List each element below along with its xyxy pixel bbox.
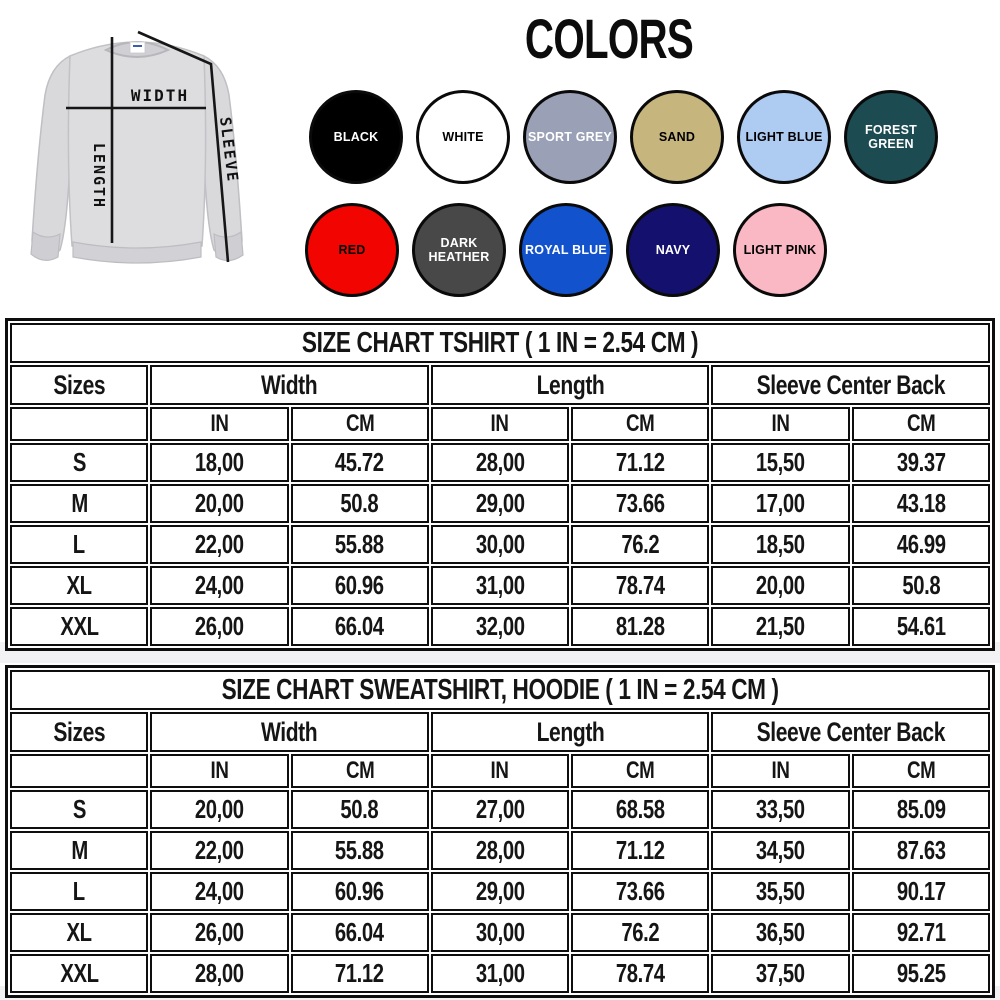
neck-tag — [130, 42, 145, 53]
color-swatch-navy — [626, 203, 720, 297]
value-cell: 43.18 — [852, 484, 990, 523]
color-swatch-black — [309, 90, 403, 184]
value-cell: 30,00 — [431, 525, 569, 564]
color-swatch-sport-grey — [523, 90, 617, 184]
unit-header: CM — [571, 407, 709, 441]
left-sleeve — [32, 56, 71, 255]
column-group-width: Width — [150, 712, 429, 752]
swatch-row-1 — [309, 90, 938, 184]
table-title: SIZE CHART SWEATSHIRT, HOODIE ( 1 IN = 2.54 CM ) — [10, 670, 990, 710]
column-group-sleeve: Sleeve Center Back — [711, 712, 990, 752]
value-cell: 66.04 — [291, 607, 429, 646]
swatch-label: RED — [338, 242, 366, 257]
column-group-width: Width — [150, 365, 429, 405]
unit-header: CM — [291, 407, 429, 441]
unit-header: IN — [150, 407, 288, 441]
value-cell: 24,00 — [150, 872, 288, 911]
value-cell: 22,00 — [150, 525, 288, 564]
table-row — [10, 790, 990, 829]
sleeve-label: SLEEVE — [216, 116, 242, 184]
value-cell: 71.12 — [571, 831, 709, 870]
table-row — [10, 525, 990, 564]
empty-cell — [10, 407, 148, 441]
value-cell: 34,50 — [711, 831, 849, 870]
color-swatch-forest-green — [844, 90, 938, 184]
swatch-label: LIGHT BLUE — [745, 129, 823, 144]
value-cell: 35,50 — [711, 872, 849, 911]
size-cell: M — [10, 484, 148, 523]
table-row — [10, 872, 990, 911]
value-cell: 20,00 — [150, 790, 288, 829]
value-cell: 90.17 — [852, 872, 990, 911]
value-cell: 28,00 — [431, 443, 569, 482]
value-cell: 50.8 — [291, 790, 429, 829]
unit-header: CM — [291, 754, 429, 788]
value-cell: 18,50 — [711, 525, 849, 564]
color-swatch-dark-heather — [412, 203, 506, 297]
column-group-length: Length — [431, 365, 710, 405]
value-cell: 50.8 — [291, 484, 429, 523]
swatch-row-2 — [305, 203, 827, 297]
size-cell: XL — [10, 566, 148, 605]
value-cell: 78.74 — [571, 954, 709, 993]
size-chart-tshirt-table — [5, 318, 995, 651]
color-swatch-light-blue — [737, 90, 831, 184]
value-cell: 60.96 — [291, 872, 429, 911]
table-row — [10, 443, 990, 482]
garment-diagram — [0, 0, 300, 310]
size-cell: XXL — [10, 607, 148, 646]
length-label: LENGTH — [90, 142, 108, 210]
swatch-label: SPORT GREY — [528, 129, 612, 144]
value-cell: 81.28 — [571, 607, 709, 646]
value-cell: 20,00 — [711, 566, 849, 605]
swatch-label: BLACK — [333, 129, 379, 144]
table-row — [10, 566, 990, 605]
value-cell: 18,00 — [150, 443, 288, 482]
value-cell: 66.04 — [291, 913, 429, 952]
table-row — [10, 484, 990, 523]
size-cell: S — [10, 790, 148, 829]
value-cell: 27,00 — [431, 790, 569, 829]
color-swatch-royal-blue — [519, 203, 613, 297]
color-swatch-light-pink — [733, 203, 827, 297]
unit-header: IN — [431, 407, 569, 441]
table-row — [10, 607, 990, 646]
unit-header: IN — [711, 407, 849, 441]
value-cell: 32,00 — [431, 607, 569, 646]
value-cell: 31,00 — [431, 566, 569, 605]
value-cell: 28,00 — [150, 954, 288, 993]
swatch-label: DARK HEATHER — [428, 235, 490, 264]
swatch-label: LIGHT PINK — [743, 242, 817, 257]
unit-header: IN — [711, 754, 849, 788]
width-label: WIDTH — [130, 86, 190, 105]
unit-header: IN — [150, 754, 288, 788]
unit-header: IN — [431, 754, 569, 788]
body — [68, 42, 205, 254]
sweatshirt-illustration — [0, 0, 300, 310]
column-group-sleeve: Sleeve Center Back — [711, 365, 990, 405]
value-cell: 60.96 — [291, 566, 429, 605]
value-cell: 73.66 — [571, 872, 709, 911]
value-cell: 20,00 — [150, 484, 288, 523]
value-cell: 31,00 — [431, 954, 569, 993]
value-cell: 76.2 — [571, 525, 709, 564]
value-cell: 78.74 — [571, 566, 709, 605]
value-cell: 73.66 — [571, 484, 709, 523]
value-cell: 45.72 — [291, 443, 429, 482]
swatch-label: SAND — [658, 129, 696, 144]
value-cell: 30,00 — [431, 913, 569, 952]
color-swatch-sand — [630, 90, 724, 184]
colors-title: COLORS — [524, 7, 694, 70]
value-cell: 29,00 — [431, 484, 569, 523]
value-cell: 39.37 — [852, 443, 990, 482]
value-cell: 71.12 — [291, 954, 429, 993]
swatch-label: WHITE — [442, 129, 484, 144]
table-row — [10, 913, 990, 952]
value-cell: 15,50 — [711, 443, 849, 482]
value-cell: 26,00 — [150, 913, 288, 952]
size-cell: XXL — [10, 954, 148, 993]
size-chart-sweatshirt-table — [5, 665, 995, 998]
empty-cell — [10, 754, 148, 788]
column-group-length: Length — [431, 712, 710, 752]
color-swatch-white — [416, 90, 510, 184]
value-cell: 68.58 — [571, 790, 709, 829]
swatch-label: FOREST GREEN — [865, 122, 917, 151]
value-cell: 54.61 — [852, 607, 990, 646]
value-cell: 87.63 — [852, 831, 990, 870]
value-cell: 17,00 — [711, 484, 849, 523]
value-cell: 37,50 — [711, 954, 849, 993]
value-cell: 55.88 — [291, 525, 429, 564]
value-cell: 29,00 — [431, 872, 569, 911]
unit-header: CM — [852, 754, 990, 788]
value-cell: 26,00 — [150, 607, 288, 646]
table-row — [10, 954, 990, 993]
value-cell: 46.99 — [852, 525, 990, 564]
unit-header: CM — [571, 754, 709, 788]
value-cell: 55.88 — [291, 831, 429, 870]
value-cell: 71.12 — [571, 443, 709, 482]
size-cell: M — [10, 831, 148, 870]
value-cell: 76.2 — [571, 913, 709, 952]
value-cell: 28,00 — [431, 831, 569, 870]
value-cell: 22,00 — [150, 831, 288, 870]
table-row — [10, 831, 990, 870]
color-swatch-red — [305, 203, 399, 297]
value-cell: 85.09 — [852, 790, 990, 829]
column-group-sizes: Sizes — [10, 365, 148, 405]
value-cell: 33,50 — [711, 790, 849, 829]
value-cell: 95.25 — [852, 954, 990, 993]
size-cell: L — [10, 872, 148, 911]
value-cell: 36,50 — [711, 913, 849, 952]
swatch-label: NAVY — [655, 242, 691, 257]
column-group-sizes: Sizes — [10, 712, 148, 752]
size-cell: L — [10, 525, 148, 564]
swatch-label: ROYAL BLUE — [525, 242, 607, 257]
value-cell: 92.71 — [852, 913, 990, 952]
value-cell: 21,50 — [711, 607, 849, 646]
size-cell: XL — [10, 913, 148, 952]
size-cell: S — [10, 443, 148, 482]
value-cell: 24,00 — [150, 566, 288, 605]
unit-header: CM — [852, 407, 990, 441]
value-cell: 50.8 — [852, 566, 990, 605]
table-title: SIZE CHART TSHIRT ( 1 IN = 2.54 CM ) — [10, 323, 990, 363]
